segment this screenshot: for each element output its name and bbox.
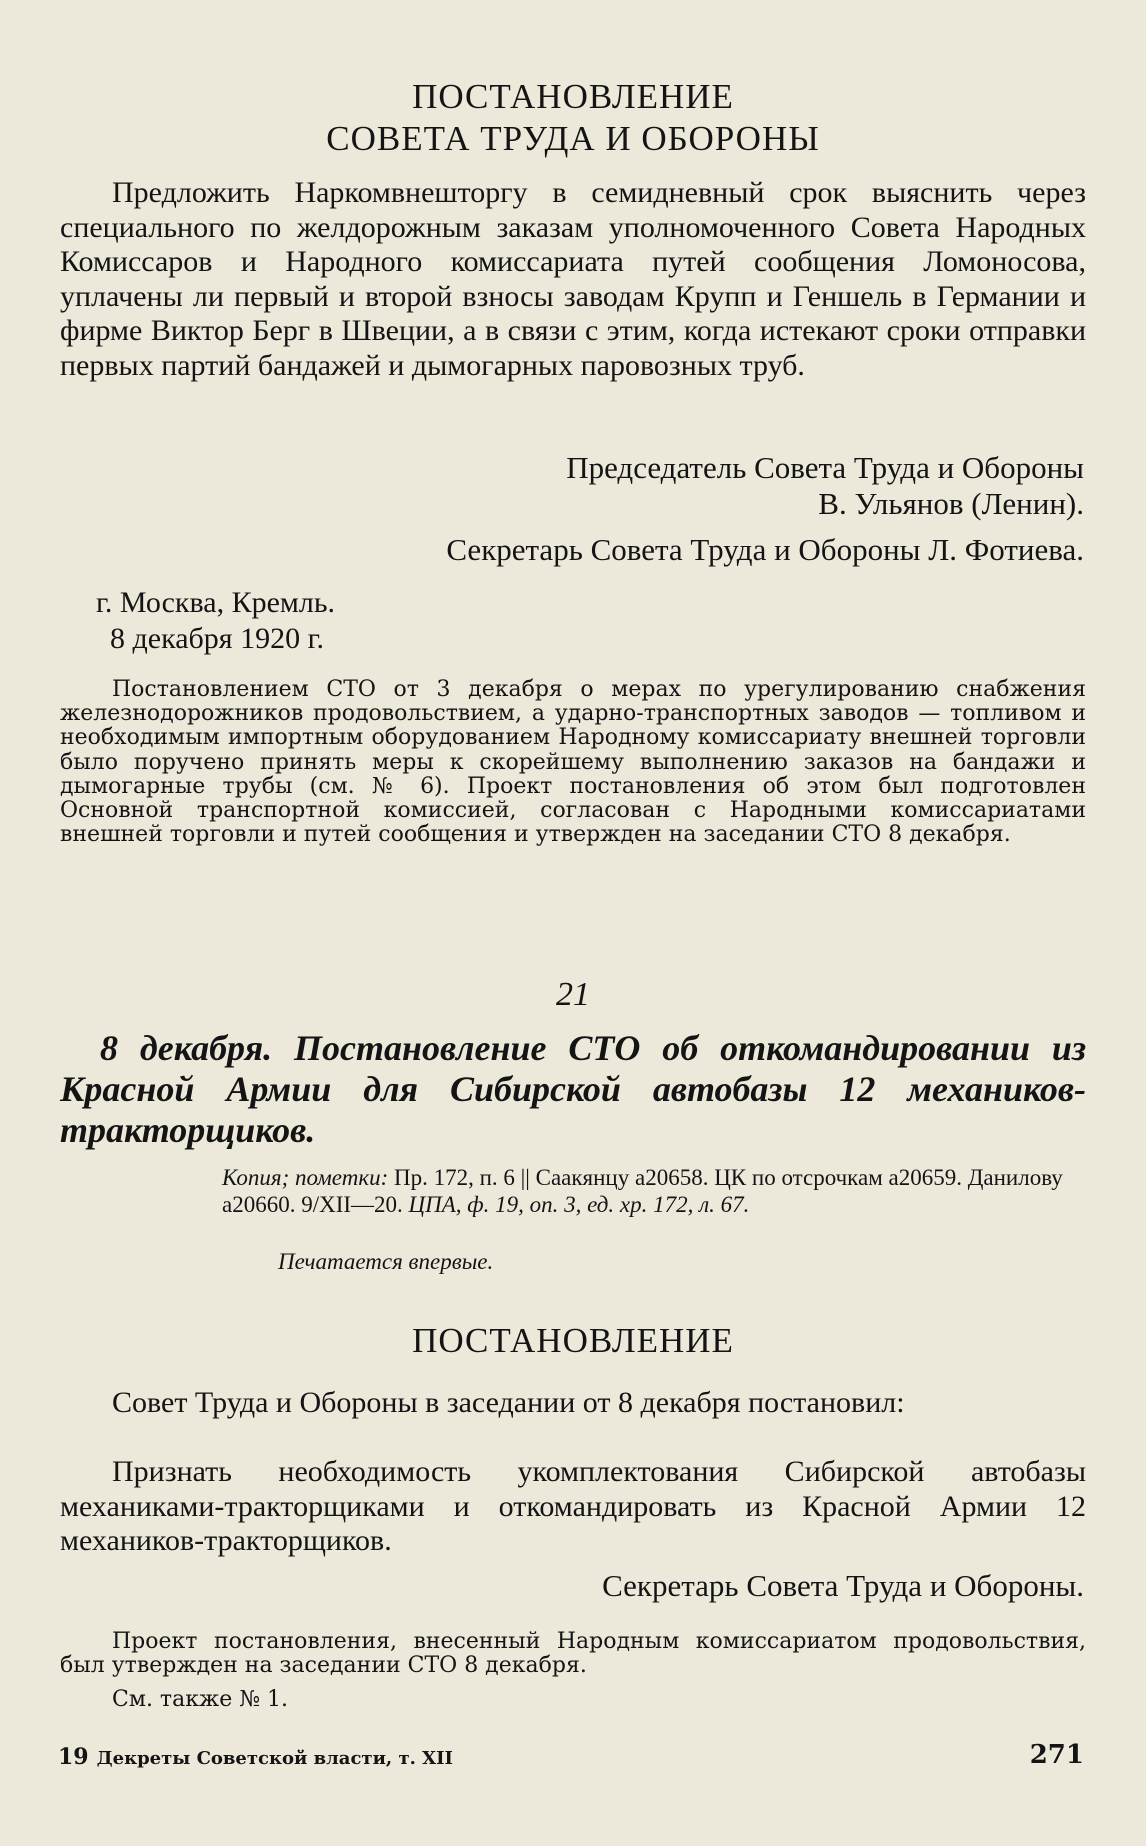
doc2-title: ПОСТАНОВЛЕНИЕ <box>412 1321 734 1360</box>
doc1-date: 8 декабря 1920 г. <box>110 622 324 655</box>
doc1-body: Предложить Наркомвнешторгу в семидневный срок выяснить через специального по желдорожным заказам уполномоченного Совета Народных Комиссаров и Народного комиссариата путей сообщения Ломоносова, уплачены ли первый и второй взносы заводам Крупп и Геншель в Германии и фирме Виктор Берг в Швеции, а в связи с этим, когда истекают сроки отправки первых партий бандажей и дымогарных паровозных труб. <box>60 176 1086 382</box>
doc2-number: 21 <box>556 976 590 1013</box>
footer-signature <box>58 1744 453 1770</box>
doc2-body-1: Совет Труда и Обороны в заседании от 8 декабря постановил: <box>112 1386 905 1419</box>
doc1-place: г. Москва, Кремль. <box>96 586 336 619</box>
doc2-archive-label: Копия; пометки: <box>222 1165 389 1190</box>
doc2-note-2: См. также № 1. <box>112 1687 289 1712</box>
doc2-archive-text: Пр. 172, п. 6 || Саакянцу а20658. ЦК по отсрочкам а20659. Данилову а20660. 9/XII—20. <box>222 1165 1063 1217</box>
doc2-signature: Секретарь Совета Труда и Обороны. <box>602 1568 1084 1603</box>
doc2-note-1: Проект постановления, внесенный Народным комиссариатом продовольствия, был утвержден на заседании СТО 8 декабря. <box>60 1629 1086 1679</box>
page-number: 271 <box>1029 1740 1084 1770</box>
doc1-secretary: Секретарь Совета Труда и Обороны Л. Фотиева. <box>446 532 1084 567</box>
doc1-chair-name: В. Ульянов (Ленин). <box>818 486 1084 521</box>
doc2-archive-ref: ЦПА, ф. 19, оп. 3, ед. хр. 172, л. 67. <box>408 1192 750 1217</box>
doc1-title-line2: СОВЕТА ТРУДА И ОБОРОНЫ <box>326 119 820 158</box>
doc2-archive-info <box>222 1164 1086 1218</box>
doc2-heading: 8 декабря. Постановление СТО об откомандировании из Красной Армии для Сибирской автобазы 12 механиков-тракторщиков. <box>60 1028 1086 1150</box>
footer-book-title: Декреты Советской власти, т. XII <box>96 1748 453 1769</box>
doc1-chair-title: Председатель Совета Труда и Обороны <box>566 450 1084 485</box>
doc1-title-line1: ПОСТАНОВЛЕНИЕ <box>412 77 734 116</box>
doc2-body-2: Признать необходимость укомплектования Сибирской автобазы механиками-тракторщиками и откомандировать из Красной Армии 12 механиков-тракторщиков. <box>60 1455 1086 1558</box>
doc1-editorial-note: Постановлением СТО от 3 декабря о мерах по урегулированию снабжения железнодорожников продовольствием, а ударно-транспортных заводов — топливом и необходимым импортным оборудованием Народному комиссариату внешней торговли было поручено принять меры к скорейшему выполнению заказов на бандажи и дымогарные трубы (см. № 6). Проект постановления об этом был подготовлен Основной транспортной комиссией, согласован с Народными комиссариатами внешней торговли и путей сообщения и утвержден на заседании СТО 8 декабря. <box>60 677 1086 848</box>
doc2-archive-print: Печатается впервые. <box>278 1249 494 1274</box>
footer-sheet-number: 19 <box>58 1744 89 1770</box>
